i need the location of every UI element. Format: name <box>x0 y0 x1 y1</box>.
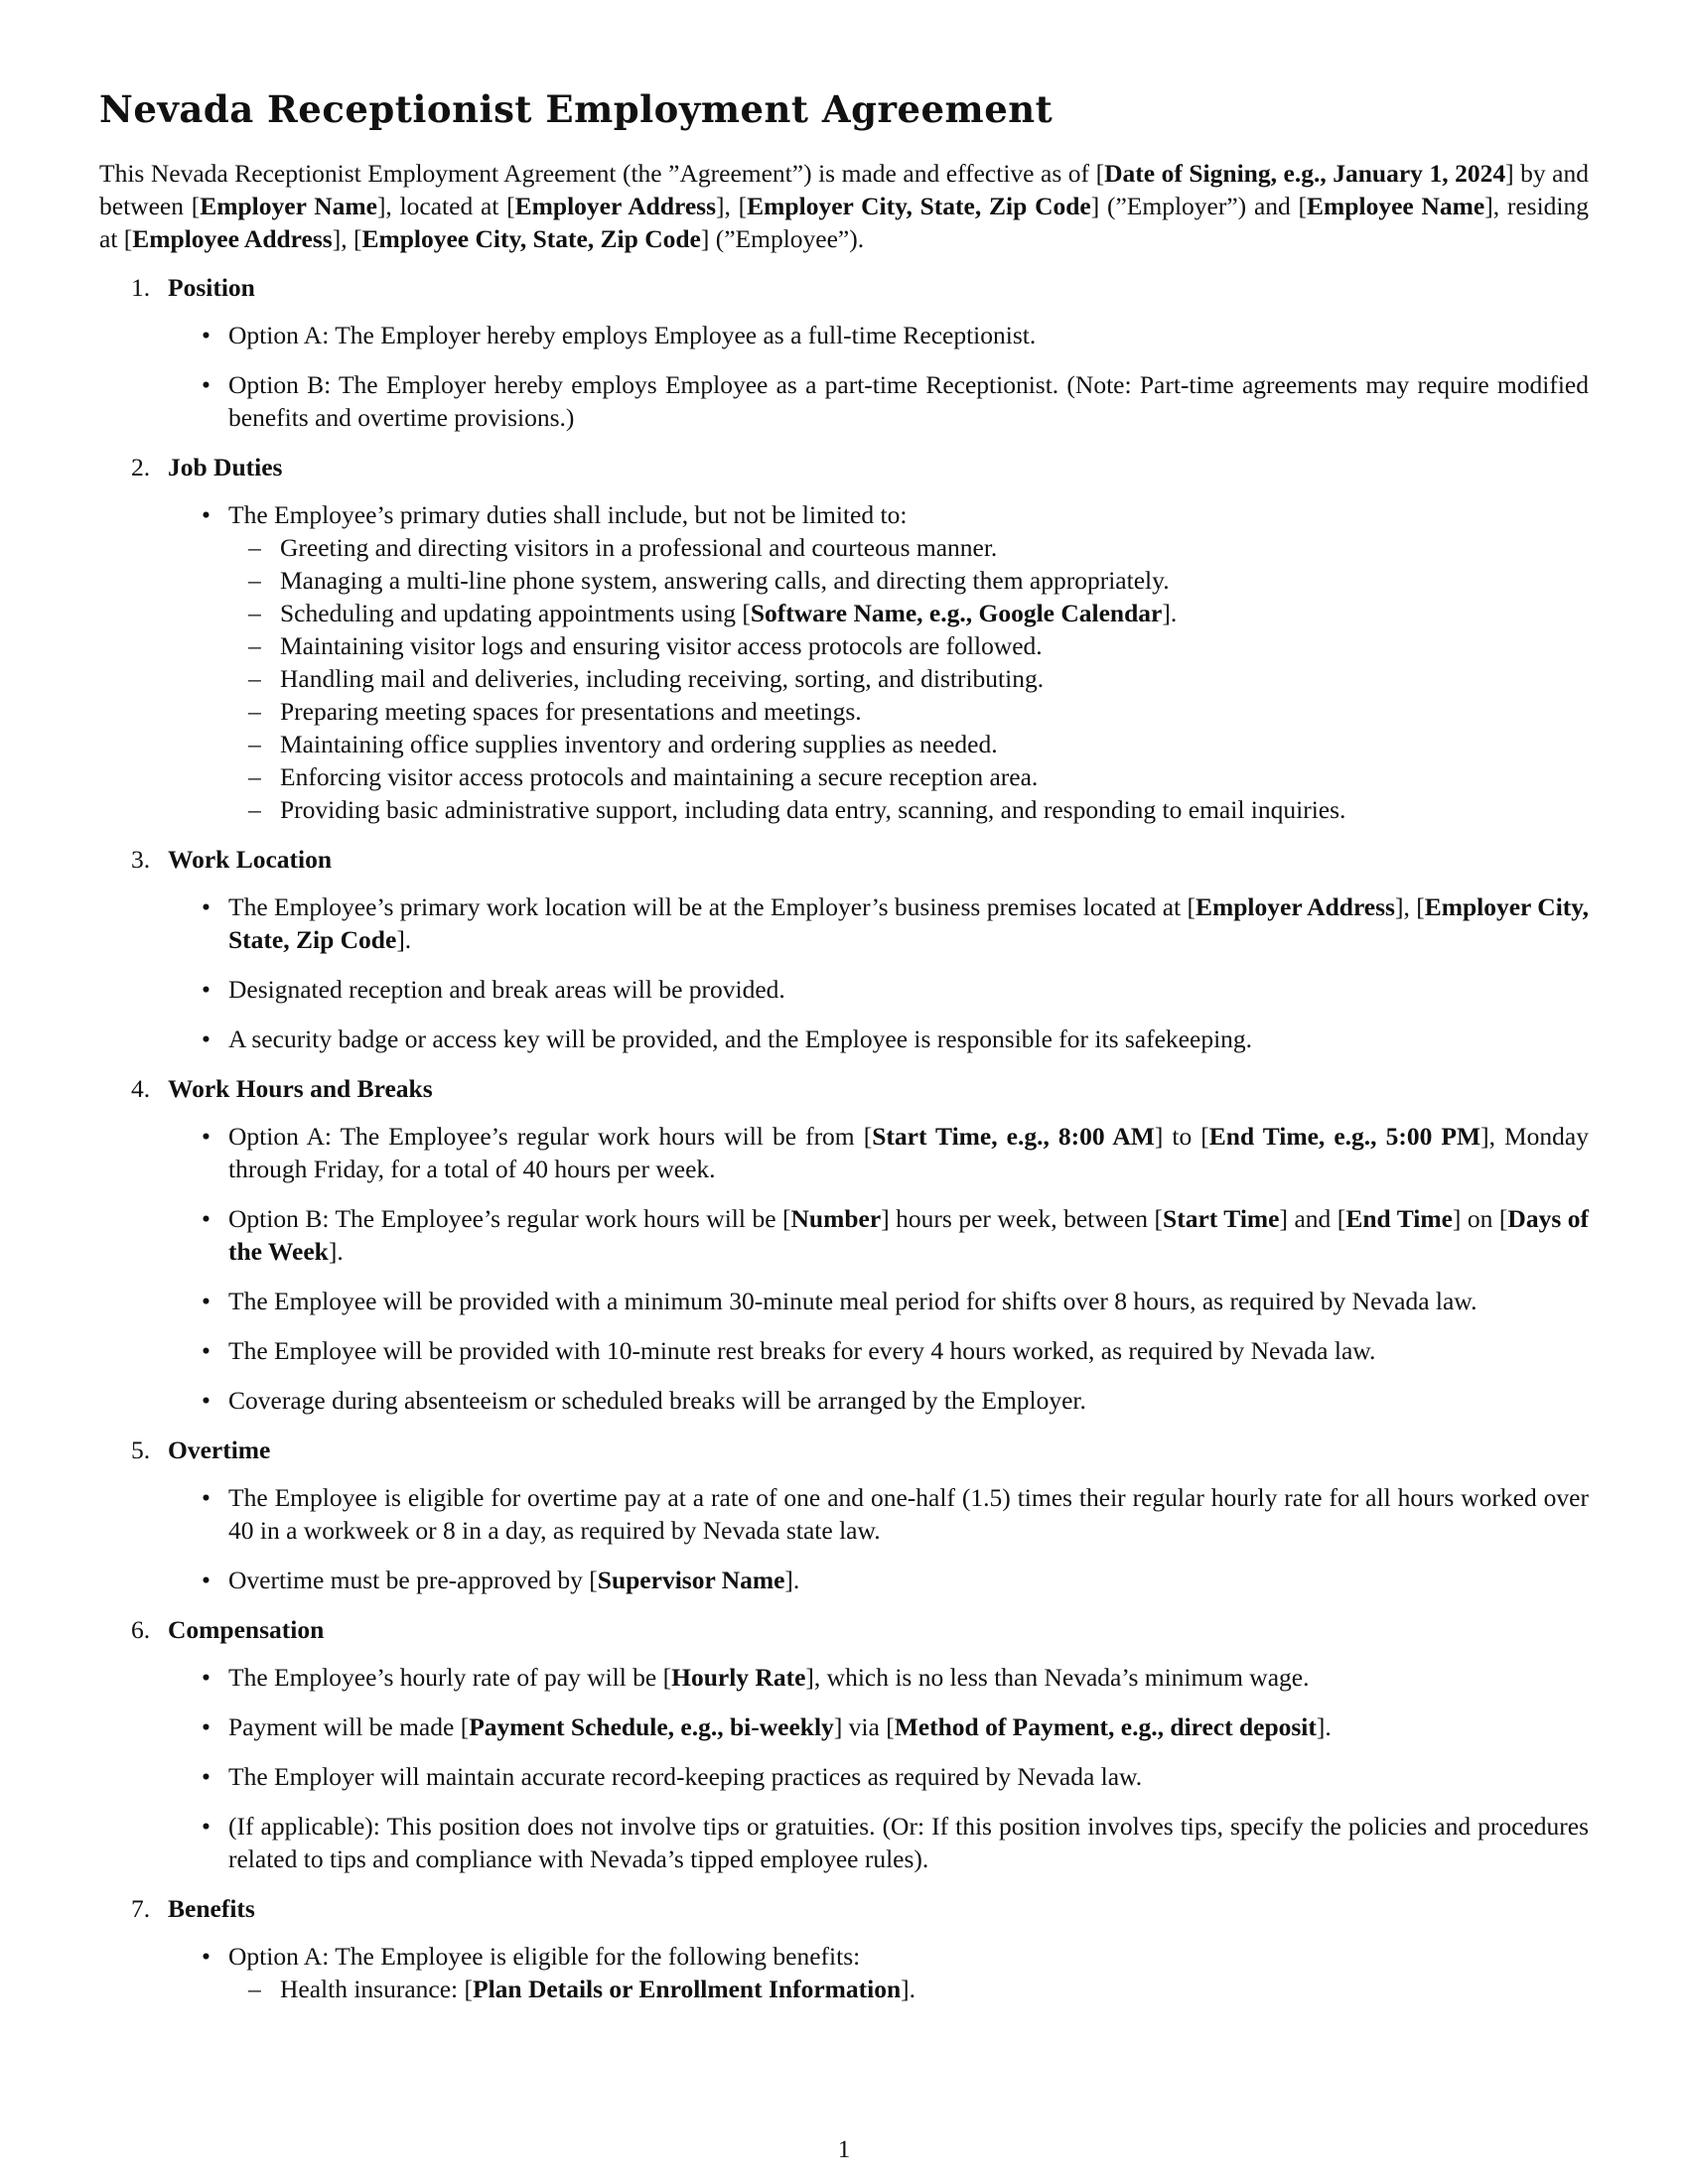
text-run: ]. <box>1162 599 1178 627</box>
placeholder-field: End Time, e.g., 5:00 PM <box>1208 1122 1481 1151</box>
section-1 <box>99 271 1589 434</box>
section-title: Position <box>168 273 255 302</box>
text-run: Providing basic administrative support, including data entry, scanning, and responding to email inquiries. <box>280 795 1346 824</box>
bullet-item <box>99 1661 1589 1694</box>
text-run: Preparing meeting spaces for presentations and meetings. <box>280 697 862 726</box>
placeholder-field: Employer Address <box>1196 892 1395 921</box>
bullet-item <box>99 1481 1589 1547</box>
text-run: ], [ <box>716 192 748 220</box>
text-run: Option B: The Employee’s regular work hours will be [ <box>228 1204 791 1233</box>
text-run: Managing a multi-line phone system, answering calls, and directing them appropriately. <box>280 566 1170 595</box>
bullet-item <box>99 890 1589 956</box>
section-title: Compensation <box>168 1615 325 1644</box>
placeholder-field: Supervisor Name <box>597 1566 785 1594</box>
text-run: The Employee’s hourly rate of pay will be [ <box>228 1663 672 1692</box>
text-run: Option A: The Employee’s regular work hours will be from [ <box>228 1122 873 1151</box>
section-number: 3. <box>131 845 151 874</box>
sub-item <box>228 728 1589 760</box>
bullet-item <box>99 1285 1589 1317</box>
document-title: Nevada Receptionist Employment Agreement <box>99 87 1054 131</box>
bullet-list <box>99 319 1589 434</box>
bullet-list <box>99 1940 1589 2005</box>
section-title: Work Location <box>168 845 333 874</box>
section-number: 2. <box>131 453 151 481</box>
sub-item <box>228 564 1589 597</box>
text-run: Designated reception and break areas will be provided. <box>228 975 785 1004</box>
placeholder-field: Employer Name <box>200 192 377 220</box>
placeholder-field: Employee City, State, Zip Code <box>361 224 701 253</box>
text-run: Coverage during absenteeism or scheduled breaks will be arranged by the Employer. <box>228 1386 1086 1415</box>
section-number: 7. <box>131 1894 151 1923</box>
sub-item <box>228 1973 1589 2005</box>
placeholder-field: Employer Address <box>514 192 717 220</box>
bullet-item <box>99 1564 1589 1596</box>
section-number: 6. <box>131 1615 151 1644</box>
placeholder-field: Payment Schedule, e.g., bi-weekly <box>469 1712 834 1741</box>
text-run: The Employer will maintain accurate record-keeping practices as required by Nevada law. <box>228 1762 1143 1791</box>
text-run: ] and [ <box>1279 1204 1346 1233</box>
bullet-list <box>99 498 1589 826</box>
section-heading <box>131 1433 1589 1466</box>
text-run: ] (”Employee”). <box>700 224 865 253</box>
bullet-item <box>99 368 1589 434</box>
section-6 <box>99 1613 1589 1875</box>
sub-list <box>228 531 1589 826</box>
bullet-item <box>99 1384 1589 1417</box>
text-run: Overtime must be pre-approved by [ <box>228 1566 598 1594</box>
text-run: Payment will be made [ <box>228 1712 470 1741</box>
text-run: Option B: The Employer hereby employs Employee as a part-time Receptionist. (Note: Part-time agreements may require modified benefits and overtime provisions.) <box>228 370 1589 432</box>
text-run: ], [ <box>332 224 362 253</box>
text-run: This Nevada Receptionist Employment Agreement (the ”Agreement”) is made and effective as of <box>99 159 1096 188</box>
bullet-item <box>99 1023 1589 1055</box>
section-4 <box>99 1072 1589 1417</box>
text-run: Option A: The Employee is eligible for the following benefits: <box>228 1942 861 1971</box>
page-number: 1 <box>837 2136 851 2163</box>
section-title: Job Duties <box>168 453 283 481</box>
section-2 <box>99 451 1589 826</box>
bullet-item <box>99 1334 1589 1367</box>
sub-item <box>228 760 1589 793</box>
intro-paragraph <box>99 157 1589 255</box>
text-run: Health insurance: [ <box>280 1975 474 2003</box>
section-number: 4. <box>131 1074 151 1103</box>
text-run: ]. <box>328 1237 344 1266</box>
placeholder-field: Date of Signing, e.g., January 1, 2024 <box>1104 159 1506 188</box>
text-run: Maintaining visitor logs and ensuring visitor access protocols are followed. <box>280 631 1043 660</box>
text-run: ], Monday through Friday, for a total of 40 hours per week. <box>228 1122 1589 1183</box>
text-run: [ <box>1095 159 1105 188</box>
bullet-item <box>99 1120 1589 1185</box>
placeholder-field: Start Time <box>1163 1204 1280 1233</box>
sub-item <box>228 695 1589 728</box>
placeholder-field: End Time <box>1345 1204 1453 1233</box>
section-number: 5. <box>131 1435 151 1464</box>
placeholder-field: Hourly Rate <box>671 1663 806 1692</box>
sub-item <box>228 662 1589 695</box>
section-5 <box>99 1433 1589 1596</box>
text-run: ]. <box>1316 1712 1332 1741</box>
text-run: (If applicable): This position does not involve tips or gratuities. (Or: If this position involves tips, specify the policies and procedures related to tips and compliance with Nevada’s tipped employee rules). <box>228 1812 1589 1873</box>
text-run: ] by and between [ <box>99 159 1589 220</box>
text-run: ]. <box>784 1566 800 1594</box>
sub-item <box>228 629 1589 662</box>
text-run: Option A: The Employer hereby employs Employee as a full-time Receptionist. <box>228 321 1037 349</box>
document-body <box>99 87 1589 2022</box>
section-heading <box>131 271 1589 304</box>
section-3 <box>99 843 1589 1055</box>
section-heading <box>131 1892 1589 1925</box>
bullet-item <box>99 1810 1589 1875</box>
text-run: Handling mail and deliveries, including receiving, sorting, and distributing. <box>280 664 1045 693</box>
text-run: ], located at [ <box>376 192 515 220</box>
placeholder-field: Employee Address <box>132 224 333 253</box>
placeholder-field: Employee Name <box>1307 192 1485 220</box>
text-run: ] via [ <box>833 1712 895 1741</box>
text-run: The Employee will be provided with a minimum 30-minute meal period for shifts over 8 hours, as required by Nevada law. <box>228 1287 1477 1315</box>
text-run: The Employee’s primary work location will be at the Employer’s business premises located at [ <box>228 892 1196 921</box>
placeholder-field: Employer City, State, Zip Code <box>228 892 1589 954</box>
placeholder-field: Plan Details or Enrollment Information <box>473 1975 902 2003</box>
text-run: Greeting and directing visitors in a professional and courteous manner. <box>280 533 998 562</box>
text-run: Maintaining office supplies inventory and ordering supplies as needed. <box>280 730 998 758</box>
section-heading <box>131 843 1589 876</box>
bullet-list <box>99 1661 1589 1875</box>
text-run: ] to [ <box>1154 1122 1209 1151</box>
section-heading <box>131 451 1589 483</box>
section-title: Work Hours and Breaks <box>168 1074 433 1103</box>
section-number: 1. <box>131 273 151 302</box>
text-run: Scheduling and updating appointments using [ <box>280 599 751 627</box>
text-run: ] (”Employer”) and [ <box>1090 192 1308 220</box>
sub-list <box>228 1973 1589 2005</box>
bullet-list <box>99 890 1589 1055</box>
text-run: ]. <box>396 925 412 954</box>
text-run: Enforcing visitor access protocols and maintaining a secure reception area. <box>280 762 1039 791</box>
bullet-list <box>99 1120 1589 1417</box>
bullet-list <box>99 1481 1589 1596</box>
text-run: ], [ <box>1394 892 1425 921</box>
text-run: The Employee will be provided with 10-minute rest breaks for every 4 hours worked, as required by Nevada law. <box>228 1336 1376 1365</box>
section-title: Overtime <box>168 1435 271 1464</box>
text-run: ] on [ <box>1452 1204 1508 1233</box>
placeholder-field: Method of Payment, e.g., direct deposit <box>894 1712 1317 1741</box>
bullet-item <box>99 1760 1589 1793</box>
placeholder-field: Days of the Week <box>228 1204 1589 1266</box>
placeholder-field: Number <box>790 1204 882 1233</box>
placeholder-field: Employer City, State, Zip Code <box>747 192 1091 220</box>
section-heading <box>131 1613 1589 1646</box>
section-list <box>99 271 1589 2005</box>
bullet-item <box>99 498 1589 826</box>
sub-item <box>228 597 1589 629</box>
bullet-item <box>99 1202 1589 1268</box>
section-title: Benefits <box>168 1894 255 1923</box>
text-run: A security badge or access key will be provided, and the Employee is responsible for its safekeeping. <box>228 1024 1253 1053</box>
text-run: ] hours per week, between [ <box>881 1204 1164 1233</box>
sub-item <box>228 793 1589 826</box>
bullet-item <box>99 319 1589 351</box>
section-7 <box>99 1892 1589 2005</box>
section-heading <box>131 1072 1589 1105</box>
bullet-item <box>99 1940 1589 2005</box>
placeholder-field: Software Name, e.g., Google Calendar <box>750 599 1163 627</box>
text-run: The Employee is eligible for overtime pay at a rate of one and one-half (1.5) times their regular hourly rate for all hours worked over 40 in a workweek or 8 in a day, as required by Nevada state law. <box>228 1483 1589 1545</box>
text-run: ]. <box>901 1975 916 2003</box>
sub-item <box>228 531 1589 564</box>
text-run: The Employee’s primary duties shall include, but not be limited to: <box>228 500 908 529</box>
placeholder-field: Start Time, e.g., 8:00 AM <box>872 1122 1155 1151</box>
bullet-item <box>99 1710 1589 1743</box>
text-run: ], which is no less than Nevada’s minimum wage. <box>805 1663 1310 1692</box>
bullet-item <box>99 973 1589 1006</box>
text-run: ], residing at [ <box>99 192 1589 253</box>
